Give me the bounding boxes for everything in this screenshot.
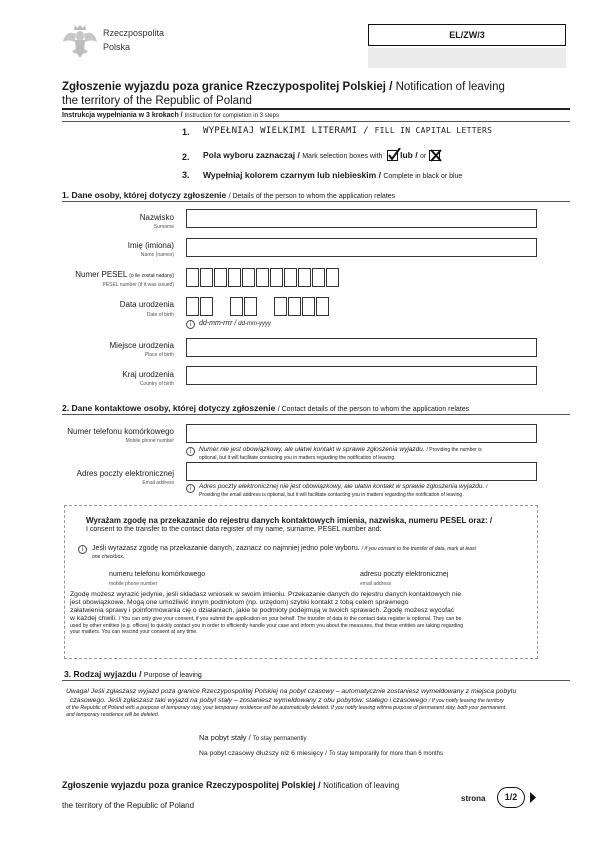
step2-or-pl: lub / [400,150,418,160]
form-title-pl: Zgłoszenie wyjazdu poza granice Rzeczypospolitej Polskiej / [62,81,393,93]
consent-body [70,591,525,635]
pesel-digit-8[interactable] [284,268,297,287]
page-label: strona [461,794,486,803]
name-label-en: Name (names) [140,252,174,258]
option-permanent-stay-en: To stay permanently [252,736,307,742]
consent-title-en: I consent to the transfer to the contact data register of my name, surname, PESEL number and: [86,526,382,533]
pesel-digit-11[interactable] [326,268,339,287]
step1-text-en: FILL IN CAPITAL LETTERS [374,126,493,135]
country-of-birth-label-en: Country of birth [139,381,174,387]
consent-info-en-1: / If you consent to the transfer of data, mark at least [361,546,476,552]
section3-heading [64,669,202,680]
dob-info-icon: i [186,320,195,329]
footer-title [62,780,399,791]
section1-heading-pl: 1. Dane osoby, której dotyczy zgłoszenie [62,190,227,200]
section2-divider [62,414,570,415]
next-page-arrow-icon[interactable] [529,792,537,803]
consent-body-en-2: used by other entities (e.g. offices) to quickly contact you in order to efficiently handle your case and inform you about the measures, that these entities are taking regarding [70,623,464,629]
phone-note [199,446,539,462]
polish-eagle-emblem-icon [62,22,98,60]
consent-info-icon: i [78,545,87,554]
instructions-heading-en: Instruction for completion in 3 steps [184,113,279,119]
country-name-line2: Polska [103,42,131,52]
pesel-digit-10[interactable] [312,268,325,287]
section3-heading-en: Purpose of leaving [143,672,202,679]
pesel-label [40,270,174,279]
phone-note-en-1: / Providing the number is [426,447,482,453]
section3-warning [66,687,571,719]
place-of-birth-label: Miejsce urodzenia [109,341,174,350]
page-number: 1/2 [497,787,525,808]
email-input[interactable] [186,462,537,481]
section3-warning-en-3: and temporary residence will be deleted. [66,712,160,718]
checkmark-example-icon [387,150,398,161]
phone-info-icon: i [186,447,195,456]
name-label: Imię (imiona) [127,241,174,250]
consent-info-en-2: one checkbox. [92,554,125,560]
step2-text-pl: Pola wyboru zaznaczaj / [203,150,300,160]
section1-heading [62,190,395,201]
phone-note-pl: Numer nie jest obowiązkowy, ale ułatwi kontakt w sprawie zgłoszenia wyjazdu. [199,446,425,453]
dob-year-4[interactable] [316,297,329,316]
dob-hint-pl: dd-mm-rrrr / [199,320,237,327]
email-note-pl: Adres poczty elektronicznej nie jest obowiązkowy, ale ułatwi kontakt w sprawie zgłoszenia wyjazdu. [199,483,485,490]
pesel-digit-7[interactable] [270,268,283,287]
dob-month-2[interactable] [244,297,257,316]
step2-text-en: Mark selection boxes with [302,153,383,160]
pesel-digit-5[interactable] [242,268,255,287]
step2-text [203,148,440,163]
section3-divider [62,680,570,681]
footer-title-en-1: Notification of leaving [323,781,400,790]
step2-number: 2. [182,152,190,162]
email-label-en: Email address [142,480,174,486]
consent-body-en-1: / You can only give your consent, if you submit the application on your behalf. The transfer of data to the contact data register is optional. They can be [118,616,462,622]
option-temporary-stay-pl: Na pobyt czasowy dłuższy niż 6 miesięcy / [199,750,328,757]
country-of-birth-label: Kraj urodzenia [122,370,174,379]
footer-title-en-2: the territory of the Republic of Poland [62,801,195,810]
consent-email-option-label: adresu poczty elektronicznej [360,571,449,578]
section3-warning-pl-1: Uwaga! Jeśli zgłaszasz wyjazd poza granice Rzeczypospolitej Polskiej na pobyt czasowy – automatycznie zostaniesz wymeldowany z miejsca pobytu [66,688,517,695]
option-permanent-stay-pl: Na pobyt stały / [199,733,251,742]
section2-heading-en: / Contact details of the person to whom the application relates [277,406,470,413]
pesel-label-pl: Numer PESEL [75,270,128,279]
dob-day-1[interactable] [186,297,199,316]
pesel-digit-4[interactable] [228,268,241,287]
pesel-digit-1[interactable] [186,268,199,287]
form-code: EL/ZW/3 [449,30,485,40]
country-name-line1: Rzeczpospolita [103,28,165,38]
consent-title-pl: Wyrażam zgodę na przekazanie do rejestru danych kontaktowych imienia, nazwiska, numeru PESEL oraz: / [86,516,493,525]
dob-hint [199,320,271,328]
email-info-icon: i [186,484,195,493]
section3-warning-en-1: / If you notify leaving the territory [428,698,504,704]
email-note-en-2: Providing the email address is optional, but it will facilitate contacting you in matters regarding the notification of leaving. [199,492,464,498]
consent-body-pl-2: jest obowiązkowe. Mogą one umożliwić innym podmiotom (np. urzędom) szybki kontakt z tobą celem sprawnego [70,599,409,606]
step2-or-en: or [419,153,427,160]
section3-warning-pl-2: czasowego. Jeśli zgłaszasz taki wyjazd na pobyt stały – zostaniesz wymeldowany z obu pobytów: stałego i czasowego [70,697,428,704]
dob-day-2[interactable] [200,297,213,316]
title-divider [62,108,570,110]
option-temporary-stay-en: To stay temporarily for more than 6 months [328,751,443,757]
phone-label: Numer telefonu komórkowego [67,427,174,436]
pesel-digit-9[interactable] [298,268,311,287]
form-title-en-part1: Notification of leaving [395,81,505,93]
section1-divider [62,201,570,202]
dob-year-3[interactable] [302,297,315,316]
option-permanent-stay[interactable] [199,733,307,743]
dob-year-1[interactable] [274,297,287,316]
instructions-heading-pl: Instrukcja wypełniania w 3 krokach / [62,112,183,119]
step3-text-en: Complete in black or blue [383,173,463,180]
dob-hint-en: dd-mm-yyyy [238,321,271,327]
instructions-heading [62,112,279,120]
section2-heading [62,403,469,414]
step3-text-pl: Wypełniaj kolorem czarnym lub niebieskim / [203,170,381,180]
surname-label-en: Surname [153,224,174,230]
consent-phone-option-label: numeru telefonu komórkowego [109,571,206,578]
footer-title-pl: Zgłoszenie wyjazdu poza granice Rzeczypospolitej Polskiej / [62,780,321,790]
consent-title [86,516,526,534]
place-of-birth-label-en: Place of birth [144,352,174,358]
consent-info [92,545,532,561]
dob-label: Data urodzenia [119,300,174,309]
step1-text [203,126,492,136]
section3-heading-pl: 3. Rodzaj wyjazdu / [64,669,142,679]
pesel-label-note: (o ile został nadany) [129,273,174,279]
pesel-digit-2[interactable] [200,268,213,287]
email-note-en-1: / [486,484,488,490]
pesel-label-en: PESEL number (if it was issued) [102,282,174,288]
surname-label: Nazwisko [139,213,174,222]
office-use-area [368,48,566,68]
consent-info-pl: Jeśli wyrażasz zgodę na przekazanie danych, zaznacz co najmniej jedno pole wyboru. [92,545,360,552]
consent-phone-option-label-en: mobile phone number [109,581,158,587]
step3-number: 3. [182,170,190,180]
step3-text [203,170,462,181]
consent-body-pl-4: w każdej chwili. [70,615,117,622]
place-of-birth-input[interactable] [186,338,537,357]
email-label: Adres poczty elektronicznej [76,469,174,478]
instructions-divider [62,121,570,122]
country-of-birth-input[interactable] [186,366,537,385]
section1-heading-en: / Details of the person to whom the application relates [228,193,396,200]
step1-number: 1. [182,127,190,137]
section2-heading-pl: 2. Dane kontaktowe osoby, której dotyczy zgłoszenie [62,403,276,413]
form-title-en-part2: the territory of the Republic of Poland [62,95,252,107]
consent-email-option-label-en: email address [360,581,392,587]
consent-body-pl-3: załatwienia sprawy i poinformowania cię o działaniach, jakie te podmioty podejmują w twoich sprawach. Zgodę możesz wycofać [70,607,455,614]
section3-warning-en-2: of the Republic of Poland with a purpose of temporary stay, your temporary residence will be automatically deleted. If you notify leaving withna purpose of permanent stay, both your permanent [66,705,506,711]
phone-input[interactable] [186,424,537,443]
consent-body-pl-1: Zgodę możesz wyrazić jedynie, jeśli składasz wniosek w swoim imieniu. Przekazanie danych do rejestru danych kontaktowych nie [70,591,461,598]
name-input[interactable] [186,238,537,257]
step1-text-pl: WYPEŁNIAJ WIELKIMI LITERAMI / [203,126,369,136]
consent-body-en-3: your matters. You can rescind your consent at any time. [70,629,198,635]
pesel-digit-3[interactable] [214,268,227,287]
dob-label-en: Date of birth [146,312,174,318]
email-note [199,483,544,499]
form-title [62,80,572,108]
phone-label-en: Mobile phone number [125,438,174,444]
dob-year-2[interactable] [288,297,301,316]
dob-month-1[interactable] [230,297,243,316]
surname-input[interactable] [186,209,537,228]
cross-mark-example-icon [429,150,440,161]
option-temporary-stay[interactable] [199,750,443,758]
phone-note-en-2: optional, but it will facilitate contacting you in matters regarding the notification of leaving. [199,455,396,461]
pesel-digit-6[interactable] [256,268,269,287]
